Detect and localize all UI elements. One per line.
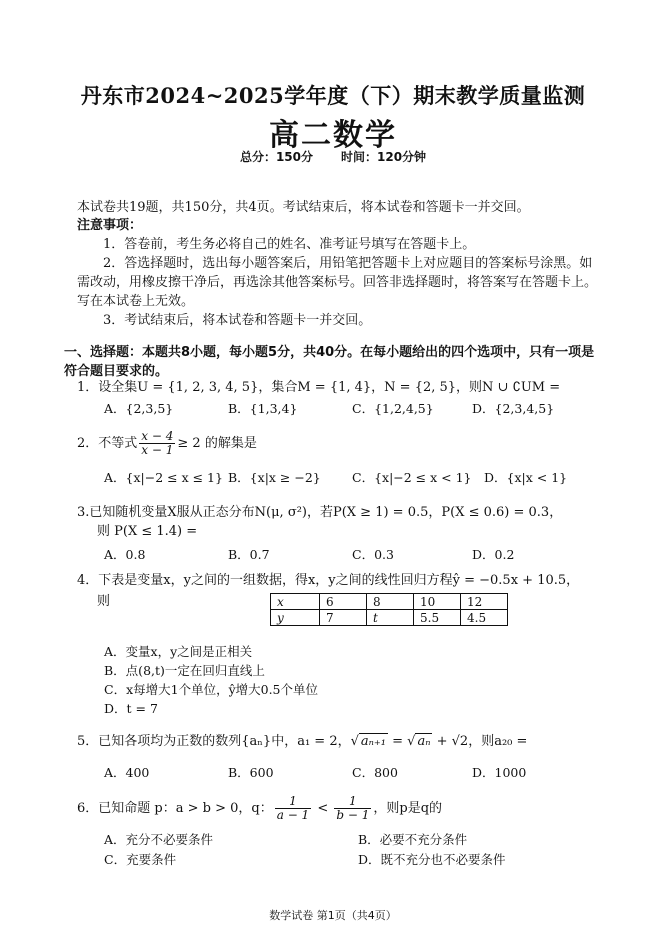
option-b: B．必要不充分条件	[358, 832, 468, 847]
option-c: C．{x|−2 ≤ x < 1}	[352, 470, 472, 485]
table-cell: y	[271, 610, 320, 626]
question-1	[77, 378, 597, 397]
option-a: A．变量x，y之间是正相关	[104, 644, 253, 659]
table-cell: 6	[320, 594, 367, 610]
option-d: D．{2,3,4,5}	[472, 401, 555, 416]
table-cell: 12	[461, 594, 508, 610]
question-stem: 设全集U = {1, 2, 3, 4, 5}，集合M = {1, 4}，N = {2, 5}，则N ∪ ∁UM =	[98, 380, 561, 395]
option-d: D．1000	[472, 765, 527, 780]
question-stem: 下表是变量x，y之间的一组数据，得x，y之间的线性回归方程ŷ = −0.5x + 10.5，	[98, 573, 580, 588]
question-stem-pre: 已知各项均为正数的数列{aₙ}中，a₁ = 2，	[98, 734, 351, 749]
question-stem-post: ，则p是q的	[373, 801, 443, 816]
notice-item-2: 2．答选择题时，选出每小题答案后，用铅笔把答题卡上对应题目的答案标号涂黑。如需改动，用橡皮擦干净后，再选涂其他答案标号。回答非选择题时，将答案写在答题卡上。写在本试卷上无效。	[77, 256, 598, 309]
option-d: D．{x|x < 1}	[484, 470, 568, 485]
page-footer: 数学试卷 第1页（共4页）	[269, 909, 397, 922]
option-b: B．{x|x ≥ −2}	[228, 470, 321, 485]
table-row	[271, 610, 508, 626]
question-number: 6．	[77, 801, 99, 816]
option-a: A．400	[104, 765, 150, 780]
option-d: D．t = 7	[104, 701, 158, 716]
question-stem: 已知随机变量X服从正态分布N(μ, σ²)，若P(X ≥ 1) = 0.5，P(X ≤ 0.6) = 0.3，	[89, 505, 563, 520]
question-5	[77, 732, 597, 751]
option-a: A．{x|−2 ≤ x ≤ 1}	[104, 470, 223, 485]
question-stem-post: ≥ 2 的解集是	[177, 436, 257, 451]
data-table	[270, 593, 508, 626]
option-c: C．充要条件	[104, 852, 177, 867]
option-d: D．既不充分也不必要条件	[358, 852, 506, 867]
table-cell: 10	[414, 594, 461, 610]
table-cell: 8	[367, 594, 414, 610]
table-cell: 5.5	[414, 610, 461, 626]
less-than-sign: <	[313, 801, 333, 816]
sqrt-term-1: aₙ₊₁	[360, 734, 386, 749]
fraction-numerator: 1	[334, 795, 371, 809]
notice-item-3: 3．考试结束后，将本试卷和答题卡一并交回。	[103, 313, 372, 328]
fraction	[139, 430, 175, 457]
question-number: 1．	[77, 380, 99, 395]
table-cell: x	[271, 594, 320, 610]
exam-title: 丹东市2024~2025学年度（下）期末教学质量监测	[80, 83, 586, 108]
score-time-line	[0, 148, 666, 165]
intro-line: 本试卷共19题，共150分，共4页。考试结束后，将本试卷和答题卡一并交回。	[77, 200, 530, 215]
option-d: D．0.2	[472, 547, 515, 562]
option-c: C．0.3	[352, 547, 394, 562]
question-4-stem-2: 则	[97, 594, 111, 609]
notice-title: 注意事项：	[77, 218, 143, 233]
exam-time: 时间：120分钟	[341, 150, 427, 164]
fraction-denominator: x − 1	[141, 443, 174, 457]
option-b: B．0.7	[228, 547, 270, 562]
equals-sign: =	[387, 734, 408, 749]
fraction-numerator: 1	[275, 795, 311, 809]
sqrt-sign: √	[407, 734, 416, 749]
option-b: B．点(8,t)一定在回归直线上	[104, 663, 265, 678]
option-a: A．0.8	[104, 547, 146, 562]
table-row	[271, 594, 508, 610]
question-number: 2．	[77, 436, 99, 451]
option-a: A．{2,3,5}	[104, 401, 174, 416]
option-b: B．{1,3,4}	[228, 401, 298, 416]
fraction-1	[275, 795, 311, 822]
question-stem-pre: 已知命题 p：a > b > 0，q：	[98, 801, 273, 816]
sqrt-sign: √	[350, 734, 359, 749]
question-2	[77, 430, 597, 457]
option-b: B．600	[228, 765, 274, 780]
question-number: 4．	[77, 573, 99, 588]
table-cell: t	[367, 610, 414, 626]
question-stem-pre: 不等式	[98, 436, 138, 451]
notice-item-1: 1．答卷前，考生务必将自己的姓名、准考证号填写在答题卡上。	[103, 237, 476, 252]
fraction-denominator: b − 1	[336, 808, 370, 822]
question-number: 3.	[77, 505, 90, 520]
subject-title: 高二数学	[269, 118, 397, 153]
question-3	[77, 503, 597, 522]
fraction-2	[334, 795, 371, 822]
question-4	[77, 571, 597, 590]
question-number: 5．	[77, 734, 99, 749]
question-3-stem-2: 则 P(X ≤ 1.4) =	[97, 524, 198, 539]
option-c: C．800	[352, 765, 398, 780]
fraction-numerator: x − 4	[141, 429, 174, 443]
table-cell: 4.5	[461, 610, 508, 626]
fraction-denominator: a − 1	[276, 808, 310, 822]
section-1-title: 一、选择题：本题共8小题，每小题5分，共40分。在每小题给出的四个选项中，只有一项是符合题目要求的。	[64, 345, 595, 379]
question-6	[77, 795, 597, 822]
option-c: C．{1,2,4,5}	[352, 401, 434, 416]
total-score: 总分：150分	[239, 150, 313, 164]
option-a: A．充分不必要条件	[104, 832, 214, 847]
question-stem-post: + √2，则a₂₀ =	[432, 734, 528, 749]
table-cell: 7	[320, 610, 367, 626]
option-c: C．x每增大1个单位，ŷ增大0.5个单位	[104, 682, 319, 697]
sqrt-term-2: aₙ	[417, 734, 431, 749]
